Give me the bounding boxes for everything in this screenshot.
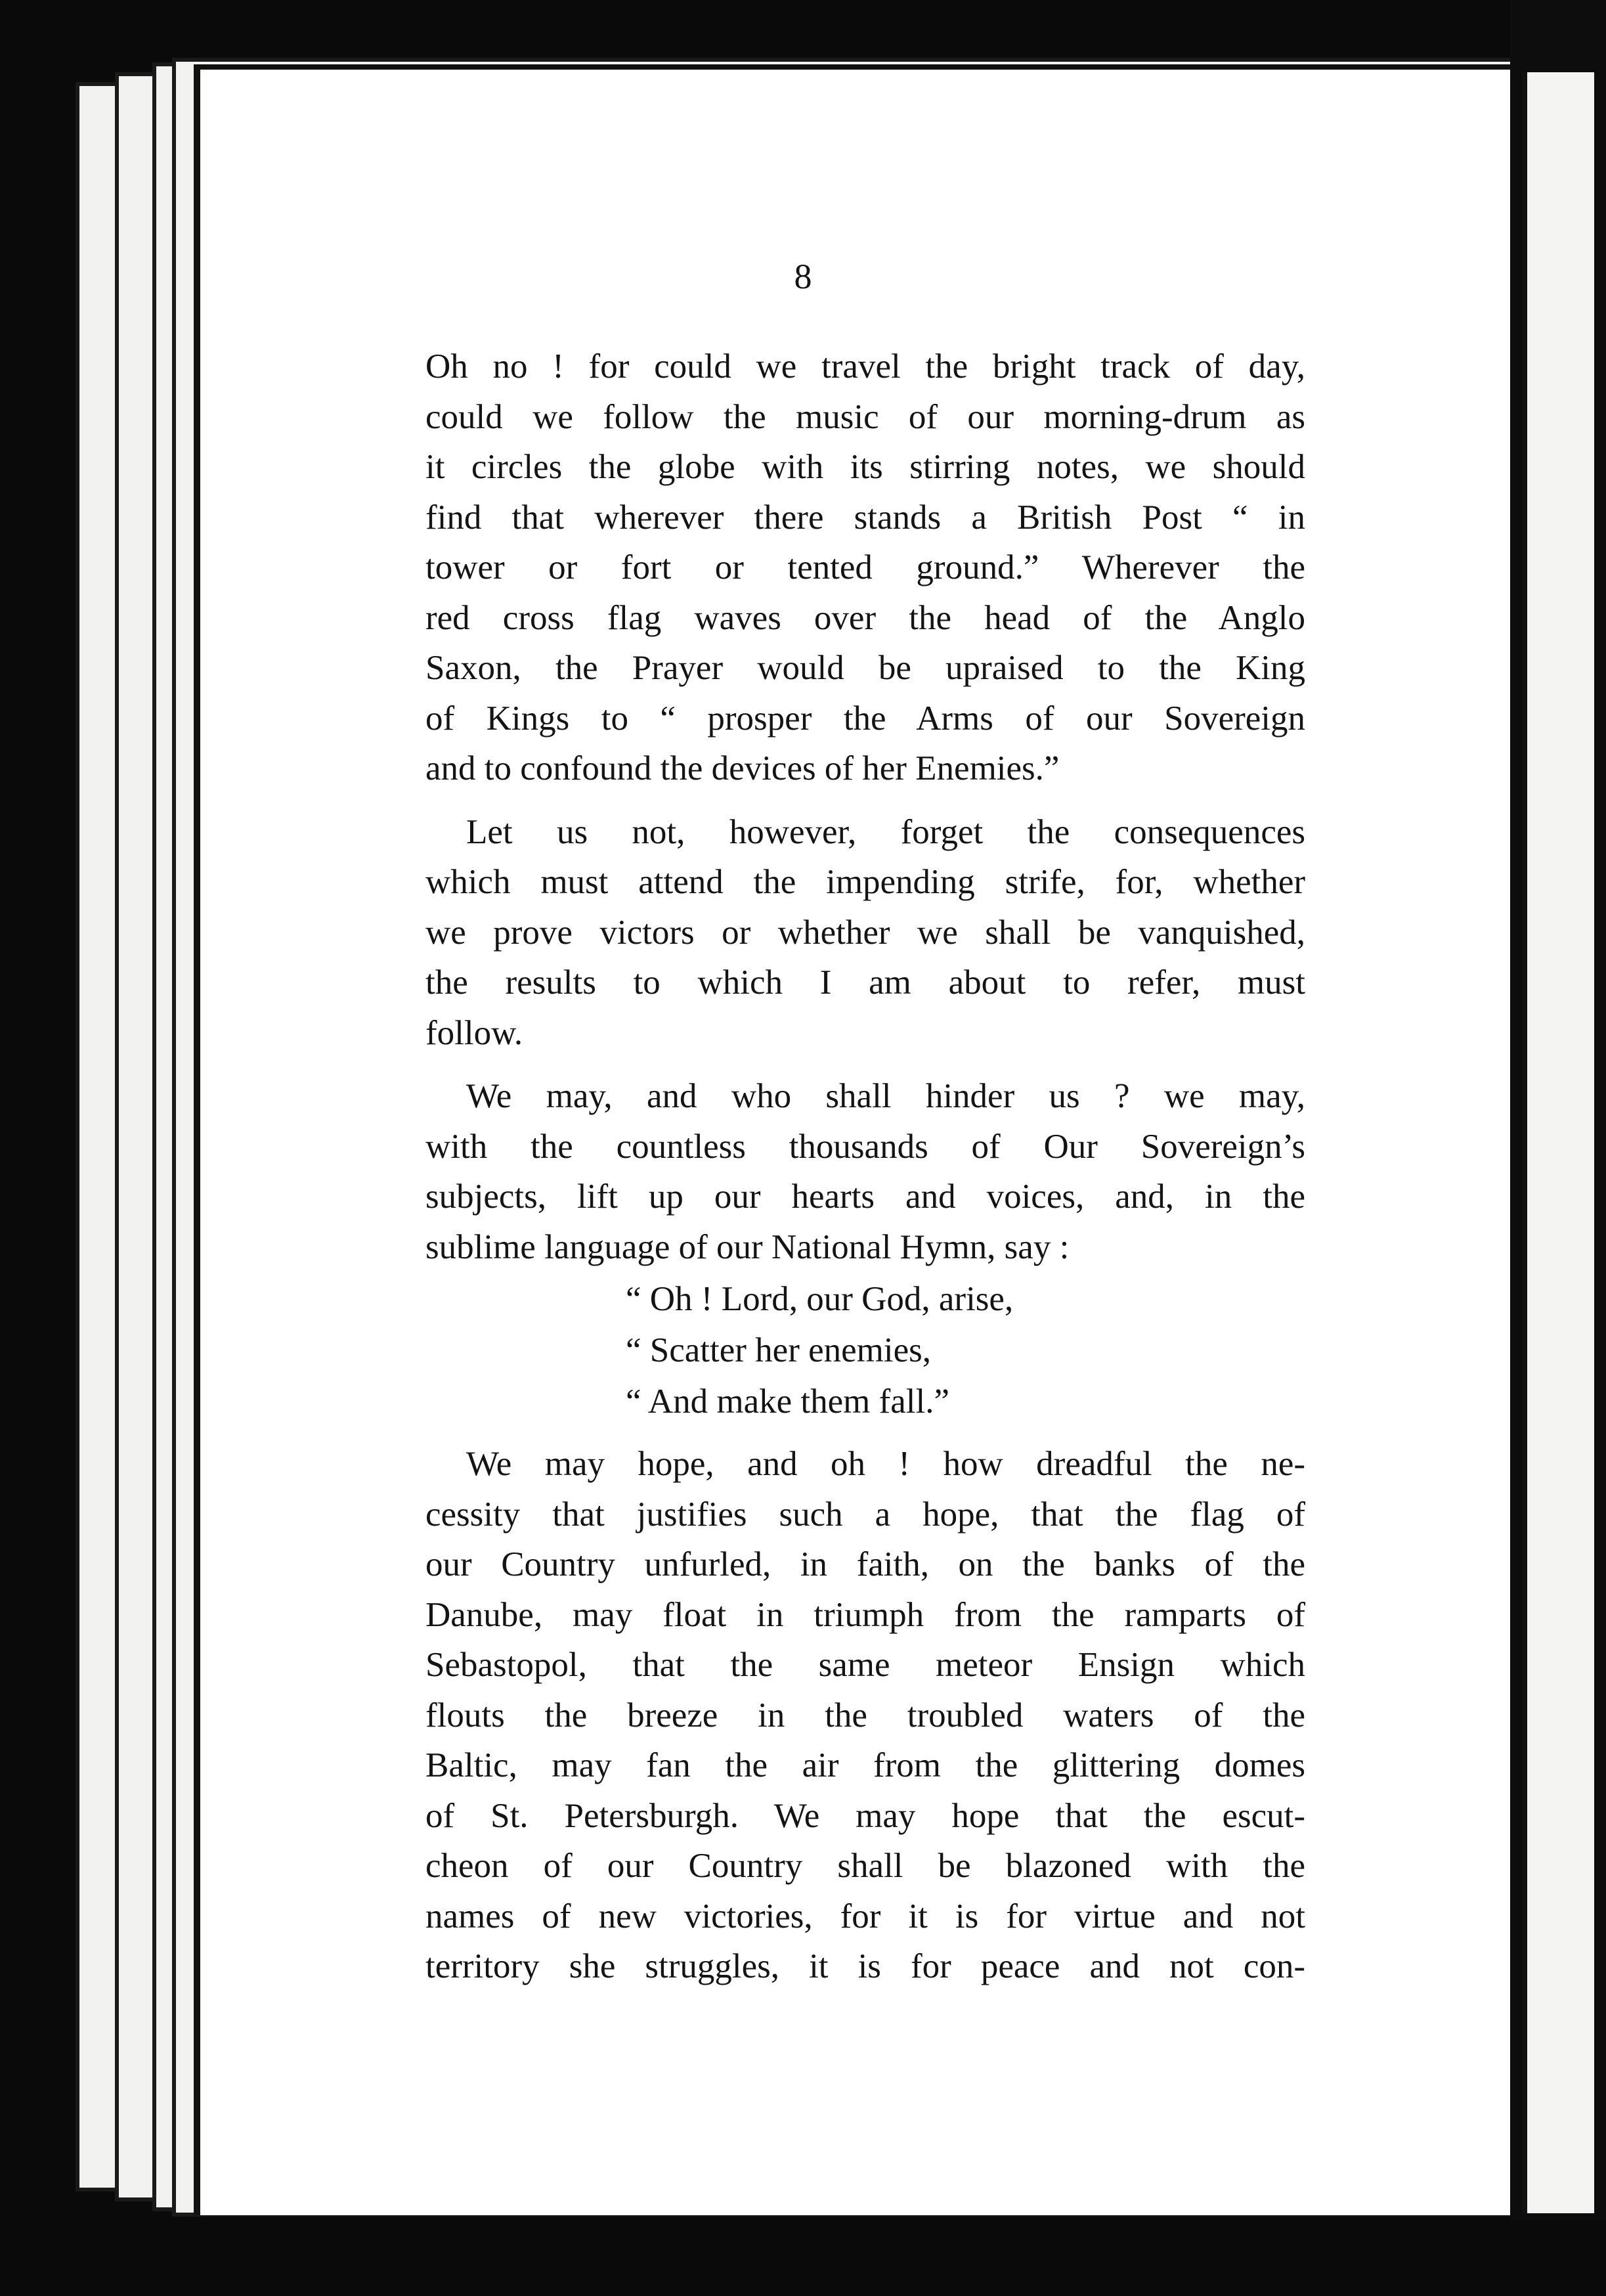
text-line: of St. Petersburgh. We may hope that the escut- [425, 1796, 1305, 1835]
text-line: the results to which I am about to refer, must [425, 963, 1305, 1002]
paragraph-4 [425, 1439, 1305, 1992]
text-line: territory she struggles, it is for peace and not con- [425, 1947, 1305, 1985]
page-number: 8 [794, 257, 812, 296]
text-line: Sebastopol, that the same meteor Ensign which [425, 1646, 1305, 1684]
text-line: Saxon, the Prayer would be upraised to the King [425, 649, 1305, 687]
paragraph-1 [425, 342, 1305, 794]
text-line: We may, and who shall hinder us ? we may, [466, 1077, 1305, 1115]
text-line: Baltic, may fan the air from the glittering domes [425, 1746, 1305, 1784]
hymn-verse [425, 1273, 1305, 1427]
text-line: follow. [425, 1013, 523, 1052]
verse-line: “ Scatter her enemies, [626, 1331, 931, 1369]
text-line: names of new victories, for it is for virtue and not [425, 1897, 1305, 1935]
text-line: it circles the globe with its stirring notes, we should [425, 448, 1305, 486]
scan-bottom-border [0, 2220, 1606, 2296]
text-line: We may hope, and oh ! how dreadful the ne- [466, 1445, 1305, 1483]
text-line: Danube, may float in triumph from the ramparts of [425, 1595, 1305, 1634]
adjacent-page-edge [1522, 72, 1594, 2213]
text-line: which must attend the impending strife, for, whether [425, 863, 1305, 901]
text-line: Oh no ! for could we travel the bright track of day, [425, 347, 1305, 386]
text-line: cheon of our Country shall be blazoned with the [425, 1847, 1305, 1885]
verse-line: “ And make them fall.” [626, 1382, 950, 1421]
paragraph-2 [425, 807, 1305, 1059]
text-line: of Kings to “ prosper the Arms of our Sovereign [425, 699, 1305, 738]
text-line: subjects, lift up our hearts and voices, and, in the [425, 1178, 1305, 1216]
text-line: sublime language of our National Hymn, say : [425, 1227, 1070, 1266]
text-line: red cross flag waves over the head of the Anglo [425, 598, 1305, 637]
text-line: Let us not, however, forget the consequences [466, 812, 1305, 851]
text-line: with the countless thousands of Our Sovereign’s [425, 1127, 1305, 1166]
page-text [425, 342, 1305, 2005]
text-line: tower or fort or tented ground.” Wherever the [425, 548, 1305, 586]
text-line: could we follow the music of our morning-drum as [425, 397, 1305, 436]
text-line: flouts the breeze in the troubled waters of the [425, 1696, 1305, 1734]
text-line: and to confound the devices of her Enemies.” [425, 749, 1060, 787]
text-line: cessity that justifies such a hope, that the flag of [425, 1495, 1305, 1534]
text-line: we prove victors or whether we shall be vanquished, [425, 913, 1305, 952]
verse-line: “ Oh ! Lord, our God, arise, [626, 1280, 1014, 1318]
paragraph-3 [425, 1071, 1305, 1272]
text-line: our Country unfurled, in faith, on the banks of the [425, 1545, 1305, 1583]
text-line: find that wherever there stands a British Post “ in [425, 498, 1305, 537]
